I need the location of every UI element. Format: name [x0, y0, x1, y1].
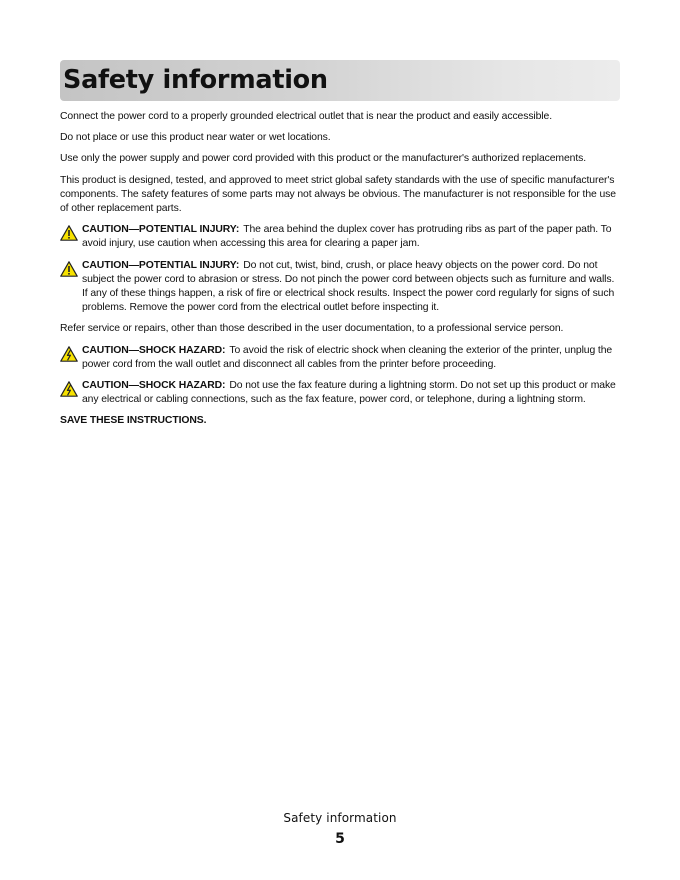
- paragraph-power-supply: Use only the power supply and power cord provided with this product or the manufacturer's authorized replacements.: [60, 153, 586, 165]
- warning-icon: [60, 225, 78, 241]
- caution-text: Do not cut, twist, bind, crush, or place heavy objects on the power cord. Do not subject the power cord to abrasion or stress. Do not pinch the power cord between objects such as furniture and walls. If any of these things happen, a risk of fire or electrical shock results. Inspect the power cord regularly for signs of such problems. Remove the power cord from the electrical outlet before inspecting it.: [82, 259, 615, 314]
- caution-power-cord: [60, 259, 622, 316]
- caution-shock-cleaning: [60, 344, 622, 372]
- page-title-bar: [60, 60, 620, 101]
- caution-label: CAUTION—SHOCK HAZARD:: [82, 380, 226, 392]
- page-number: 5: [335, 831, 345, 847]
- page-title: Safety information: [63, 65, 328, 95]
- paragraph-refer-service: Refer service or repairs, other than those described in the user documentation, to a professional service person.: [60, 323, 564, 335]
- caution-text: The area behind the duplex cover has protruding ribs as part of the paper path. To avoid injury, use caution when accessing this area for clearing a paper jam.: [82, 224, 612, 250]
- caution-label: CAUTION—POTENTIAL INJURY:: [82, 224, 240, 236]
- safety-content: [60, 110, 622, 436]
- paragraph-standards: This product is designed, tested, and approved to meet strict global safety standards with the use of specific manufacturer's components. The safety features of some parts may not always be obvious. The manufacturer is not responsible for the use of other replacement parts.: [60, 174, 616, 215]
- footer-section-title: Safety information: [283, 811, 397, 825]
- paragraph-water-warning: Do not place or use this product near water or wet locations.: [60, 132, 331, 144]
- caution-label: CAUTION—POTENTIAL INJURY:: [82, 259, 240, 271]
- shock-hazard-icon: [60, 346, 78, 362]
- caution-text: Do not use the fax feature during a lightning storm. Do not set up this product or make any electrical or cabling connections, such as the fax feature, power cord, or telephone, during a lightning storm.: [82, 380, 616, 406]
- caution-label: CAUTION—SHOCK HAZARD:: [82, 344, 226, 356]
- shock-hazard-icon: [60, 381, 78, 397]
- caution-shock-lightning: [60, 379, 622, 407]
- warning-icon: [60, 261, 78, 277]
- paragraph-grounded-outlet: Connect the power cord to a properly grounded electrical outlet that is near the product and easily accessible.: [60, 111, 552, 122]
- save-instructions: SAVE THESE INSTRUCTIONS.: [60, 415, 207, 427]
- caution-text: To avoid the risk of electric shock when cleaning the exterior of the printer, unplug the power cord from the wall outlet and disconnect all cables from the printer before proceeding.: [82, 344, 613, 370]
- caution-duplex-cover: [60, 223, 622, 251]
